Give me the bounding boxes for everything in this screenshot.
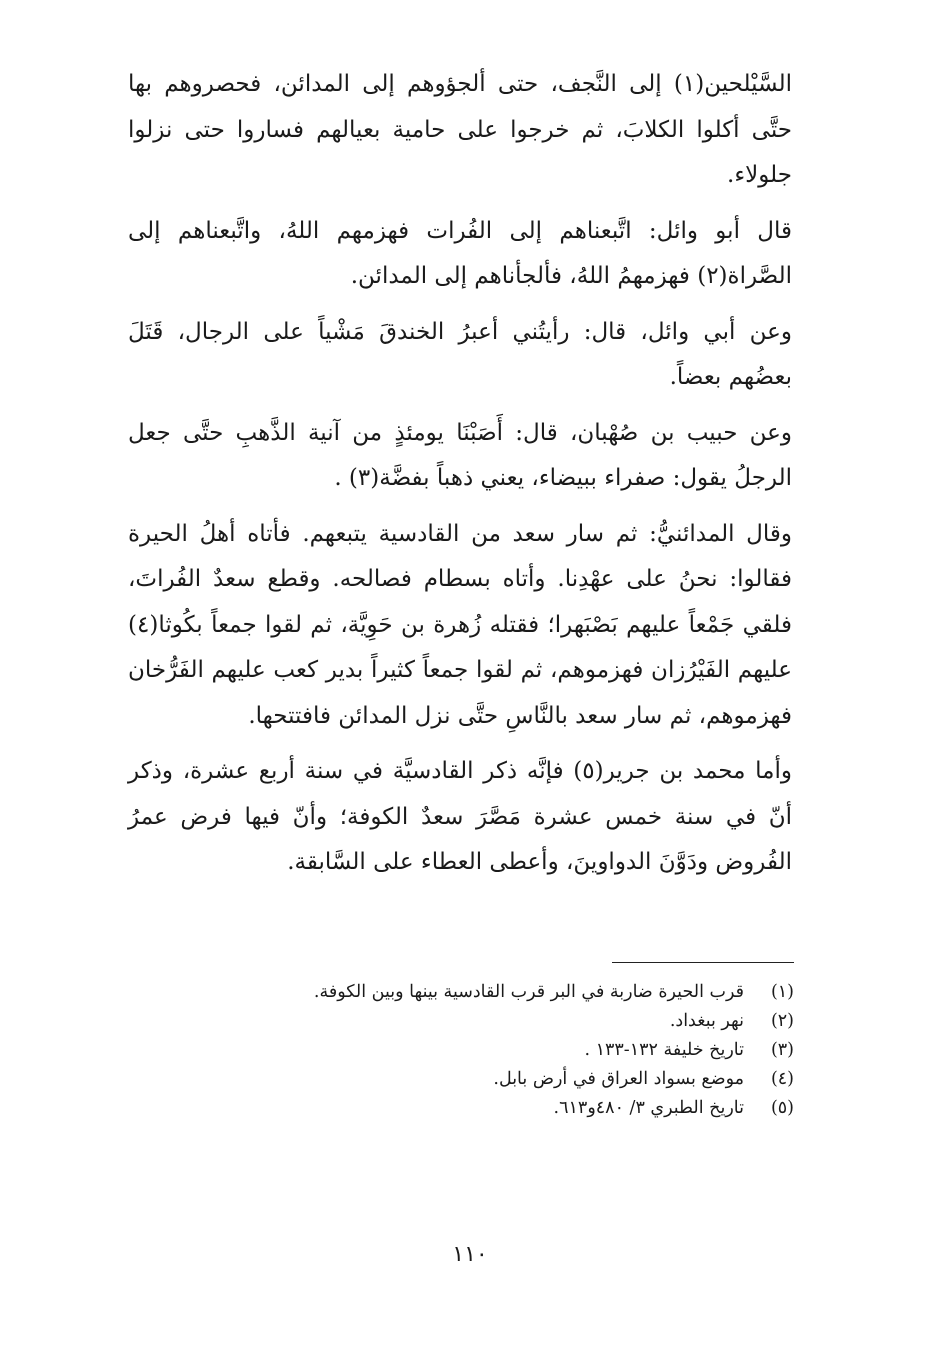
- paragraph-4: وعن حبيب بن صُهْبان، قال: أَصَبْنَا يومئذٍ من آنية الذَّهبِ حتَّى جعل الرجلُ يقول: صفراء ببيضاء، يعني ذهباً بفضَّة(٣) .: [128, 419, 792, 491]
- footnote-text: تاريخ خليفة ١٣٢-١٣٣ .: [584, 1040, 744, 1060]
- footnote-number: (٢): [770, 1011, 794, 1031]
- footnote-3: [300, 1036, 794, 1065]
- footnote-number: (٤): [770, 1069, 794, 1089]
- footnote-text: تاريخ الطبري ٣/ ٤٨٠و٦١٣.: [553, 1098, 744, 1118]
- page-number: ١١٠: [452, 1242, 488, 1267]
- footnotes: [300, 978, 794, 1123]
- paragraph-3: وعن أبي وائل، قال: رأيتُني أعبرُ الخندقَ مَشْياً على الرجال، قَتَلَ بعضُهم بعضاً.: [128, 318, 792, 390]
- footnote-5: [300, 1094, 794, 1123]
- footnote-1: [300, 978, 794, 1007]
- footnote-text: قرب الحيرة ضاربة في البر قرب القادسية بينها وبين الكوفة.: [313, 982, 744, 1002]
- paragraph-6: وأما محمد بن جرير(٥) فإنَّه ذكر القادسيَّة في سنة أربع عشرة، وذكر أنّ في سنة خمس عشرة مَصَّرَ سعدٌ الكوفة؛ وأنّ فيها فرض عمرُ الفُروض ودَوَّنَ الدواوينَ، وأعطى العطاء على السَّابقة.: [128, 758, 792, 875]
- footnote-2: [300, 1007, 794, 1036]
- footnote-text: نهر ببغداد.: [669, 1011, 744, 1031]
- footnote-number: (٥): [770, 1098, 794, 1118]
- footnote-separator: [612, 962, 794, 963]
- paragraph-2: قال أبو وائل: اتَّبعناهم إلى الفُرات فهزمهم اللهُ، واتَّبعناهم إلى الصَّراة(٢) فهزمهمُ اللهُ، فألجأناهم إلى المدائن.: [128, 217, 792, 289]
- footnote-number: (٣): [770, 1040, 794, 1060]
- footnote-4: [300, 1065, 794, 1094]
- paragraph-1: السَّيْلحين(١) إلى النَّجف، حتى ألجؤوهم إلى المدائن، فحصروهم بها حتَّى أكلوا الكلابَ، ثم خرجوا على حامية بعيالهم فساروا حتى نزلوا جلولاء.: [128, 71, 792, 188]
- main-text: [128, 62, 792, 896]
- footnote-text: موضع بسواد العراق في أرض بابل.: [493, 1069, 744, 1089]
- footnote-number: (١): [770, 982, 794, 1002]
- paragraph-5: وقال المدائنيُّ: ثم سار سعد من القادسية يتبعهم. فأتاه أهلُ الحيرة فقالوا: نحنُ على عهْدِنا. وأتاه بسطام فصالحه. وقطع سعدٌ الفُراتَ، فلقي جَمْعاً عليهم بَصْبَهرا؛ فقتله زُهرة بن حَوِيَّة، ثم لقوا جمعاً بكُوثا(٤) عليهم الفَيْرُزان فهزموهم، ثم لقوا جمعاً كثيراً بدير كعب عليهم الفَرُّخان فهزموهم، ثم سار سعد بالنَّاسِ حتَّى نزل المدائن فافتتحها.: [128, 520, 792, 729]
